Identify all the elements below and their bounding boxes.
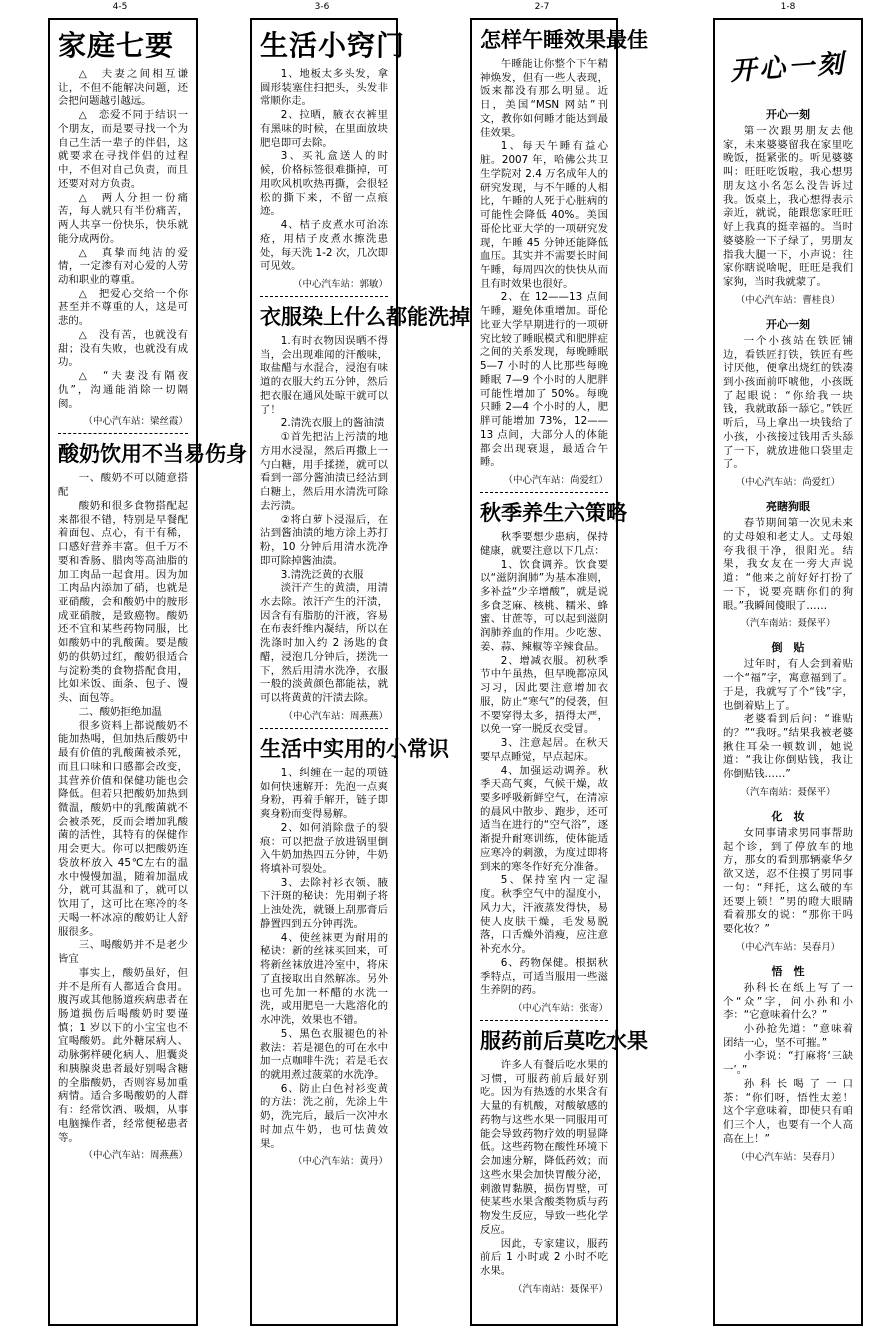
- paragraph: 三、喝酸奶并不是老少皆宜: [58, 939, 188, 966]
- article-title: 服药前后莫吃水果: [480, 1028, 648, 1053]
- joke-title: 悟 性: [771, 964, 805, 978]
- page-label: 3-6: [314, 2, 330, 12]
- article-title: 家庭七要: [58, 29, 175, 62]
- divider: [260, 728, 388, 729]
- article-body: [480, 531, 608, 998]
- paragraph: 孙科长在纸上写了一个“众”字，问小孙和小李：“它意味着什么？”: [723, 981, 853, 1022]
- humor-logo: [723, 34, 853, 96]
- paragraph: 一、酸奶不可以随意搭配: [58, 472, 188, 499]
- article-body: [260, 767, 388, 1152]
- paragraph: △ 夫妻之间相互谦让，不但不能解决问题，还会把问题越引越远。: [58, 68, 188, 108]
- article-source: （中心汽车站：尚爱红）: [503, 475, 608, 487]
- paragraph: 小孙抢先道：“意味着团结一心，坚不可摧。”: [723, 1022, 853, 1049]
- divider: [480, 1020, 608, 1021]
- joke-title: 化 妆: [771, 809, 805, 823]
- article-source: （中心汽车站：梁丝霞）: [83, 416, 188, 428]
- paragraph: 很多资料上都说酸奶不能加热喝，但加热后酸奶中最有价值的乳酸菌被杀死，而且口味和口感都会改变，其营养价值和保健功能也会降低。但若只把酸奶加热到微温，酸奶中的乳酸菌就不会被杀死，反而会增加乳酸菌的活性，其特有的保健作用会更大。你可以把酸奶连袋放杯放入 45℃左右的温水中慢慢加温，随着加温成分，就可其温和了，就可以饮用了，这可比在寒冷的冬天喝一杯冰凉的酸奶让人舒服很多。: [58, 719, 188, 938]
- joke-source: （中心汽车站：曹桂良）: [735, 294, 841, 306]
- paragraph: 老婆看到后问：“谁贴的？”“我呀。”结果我被老婆揪住耳朵一顿数训，她说道：“我让你倒贴钱，我让你倒贴钱……”: [723, 713, 853, 781]
- paragraph: ①首先把沾上污渍的地方用水浸湿，然后再撒上一勺白糖，用手揉搓，就可以看到一部分酱油渍已经沾到白糖上，然后用水清洗可除去污渍。: [260, 431, 388, 512]
- article-title: 秋季养生六策略: [480, 500, 627, 526]
- joke-source: （中心汽车站：尚爱红）: [735, 477, 841, 489]
- paragraph: 2、拉晒，腋衣衣裤里有黑味的时候，在里面放块肥皂即可去除。: [260, 109, 388, 149]
- joke-source: （中心汽车站：吴春月）: [735, 1151, 841, 1163]
- article-title: 衣服染上什么都能洗掉: [260, 304, 470, 330]
- paragraph: 6、防止白色衬衫变黄的方法：洗之前，先涂上牛奶，洗完后，最后一次冲水时加点牛奶，也可怯黄效果。: [260, 1082, 388, 1150]
- paragraph: 1、地板太多头发，拿圆形装塞住扫把头，头发非常顺你走。: [260, 68, 388, 108]
- divider: [480, 492, 608, 493]
- paragraph: 酸奶和很多食物搭配起来都很不错，特别是早餐配着面包、点心，有干有稀，口感好营养丰富。但千万不要和香肠、腊肉等高油脂的加工肉品一起食用。因为加工肉品内添加了硝，也就是亚硝酸，会和酸奶中的胺形成亚硝胺，是致癌物。酸奶还不宜和某些药物同服，比如酸奶中的乳酸菌。要是酸奶的供奶过红，酸奶很适合与淀粉类的食物搭配食用，比如米饭、面条、包子、馒头、面包等。: [58, 499, 188, 705]
- article-title: 生活小窍门: [260, 29, 406, 62]
- paragraph: 1.有时衣物因误晒不得当，会出现难闻的汗酸味，取盐醋与水混合，浸泡有味道的衣服大约五分钟，然后把衣服在通风处晾干就可以了！: [260, 335, 388, 416]
- paragraph: 二、酸奶拒绝加温: [78, 705, 162, 718]
- page-label: 2-7: [534, 2, 550, 12]
- article-source: （中心汽车站：张寄）: [512, 1003, 608, 1014]
- paragraph: 一个小孩站在铁匠铺边，看铁匠打铁，铁匠有些讨厌他，便拿出烧红的铁凑到小孩面前吓唬他，小孩既了起眼说：“你给我一块钱，我就敢舔一舔它。”铁匠听后，马上拿出一块钱给了小孩，小孩接过钱用舌头舔了一下，就放进他口袋里走了。: [723, 334, 853, 471]
- paragraph: △ 恋爱不同于结识一个朋友，而是要寻找一个为自己生活一辈子的伴侣，这就要求在寻找伴侣的过程中，不但对自己负责，而且还要对对方负责。: [58, 109, 188, 190]
- paragraph: 过年时，有人会到着贴一个“福”字，寓意福到了。于是，我就写了个“钱”字，也倒着贴上了。: [723, 658, 853, 712]
- joke-body: [723, 125, 853, 290]
- article-source: （汽车南站：聂保平）: [512, 1283, 608, 1295]
- joke-title: 开心一刻: [766, 108, 810, 121]
- paragraph: △ 真挚而纯洁的爱情，一定渗有对心爱的人劳动和职业的尊重。: [58, 246, 188, 287]
- paragraph: △ “夫妻没有隔夜仇”，沟通能消除一切隔阂。: [58, 370, 188, 410]
- paragraph: 女同事请求男同事帮助起个诊，到了停放车的地方，那女的看到那辆豪华夕欲又送，忍不住摸了男同事一句：“拜托，这么破的车还要上锁！”男的瞪大眼睛看着那女的说：“那你干吗要化妆？”: [723, 826, 853, 936]
- paragraph: 1、饮食调养。饮食要以“滋阴润肺”为基本准则，多补益“少辛增酸”，就是说多食芝麻、核桃、糯米、蜂蜜、甘蔗等，可以起到滋阴润肺养血的作用。少吃葱、姜、蒜、辣椒等辛辣食品。: [480, 558, 608, 653]
- paragraph: 3、去除衬衫衣领、腋下汗斑的秘诀：先用剃子将上浊处洗，就镊上刮那膏后静置四到五分钟再洗。: [260, 876, 388, 930]
- paragraph: 事实上，酸奶虽好，但并不是所有人都适合食用。腹泻或其他肠道疾病患者在肠道损伤后喝酸奶时要谨慎；1 岁以下的小宝宝也不宜喝酸奶。此外糖尿病人、动脉粥样硬化病人、胆囊炎和胰腺炎患者最好别喝含糖的全脂酸奶，否则容易加重病情。适合多喝酸奶的人群有：经常饮酒、吸烟，从事电脑操作者，经常便秘患者等。: [58, 966, 188, 1144]
- column-4: [713, 18, 863, 1326]
- joke-title: 倒 贴: [771, 641, 805, 655]
- joke-source: （汽车南站：聂保平）: [740, 618, 836, 630]
- article-body: [58, 68, 188, 411]
- joke-title: 开心一刻: [766, 317, 810, 331]
- article-body: [480, 1059, 608, 1279]
- page-label: 1-8: [780, 2, 796, 12]
- article-source: （中心汽车站：郭敏）: [292, 279, 388, 291]
- paragraph: 5、黑色衣服褪色的补救法：若是褪色的可在水中加一点咖啡牛洗；若是毛衣的就用煮过菠菜的水洗净。: [260, 1027, 388, 1081]
- column-3: [470, 18, 648, 1326]
- paragraph: 4、桔子皮煮水可治冻疮，用桔子皮煮水擦洗患处，每天洗 1-2 次，几次即可见效。: [260, 219, 388, 273]
- paragraph: 1、纠缠在一起的项链如何快速解开：先泡一点爽身粉，再着手解开，链子即爽身粉而变得易解。: [260, 766, 388, 821]
- paragraph: 秋季要想少患病，保持健康，就要注意以下几点：: [480, 531, 608, 557]
- paragraph: 午睡能让你整个下午精神焕发，但有一些人表现，饭来都没有那么明显。近日，美国“MSN 网站”刊文，教你如何睡才能达到最佳效果。: [480, 58, 608, 139]
- joke-body: [723, 335, 853, 472]
- joke-source: （中心汽车站：吴春月）: [735, 941, 841, 953]
- article-body: [58, 472, 188, 1145]
- article-source: （中心汽车站：黄丹）: [292, 1156, 388, 1168]
- joke-body: [723, 827, 853, 937]
- article-source: （中心汽车站：周燕燕）: [83, 1150, 188, 1162]
- article-title: 酸奶饮用不当易伤身: [58, 441, 247, 467]
- article-body: [260, 68, 388, 274]
- column-1: [48, 18, 247, 1326]
- joke-body: [723, 658, 853, 782]
- paragraph: 4、使丝袜更为耐用的秘诀：新的丝袜买回来，可将新丝袜放进冷室中，将床了直接取出自然解冻。另外也可先加一杯醋的水洗一洗，或用肥皂一大匙溶化的水冲洗，效果也不错。: [260, 931, 388, 1027]
- paragraph: 因此，专家建议，服药前后 1 小时或 2 小时不吃水果。: [480, 1237, 608, 1278]
- paragraph: 2、如何消除盘子的裂痕：可以把盘子放进锅里倒入牛奶加热四五分钟，牛奶将填补可裂处。: [260, 821, 388, 875]
- article-title: 生活中实用的小常识: [260, 735, 449, 761]
- page-label: 4-5: [112, 2, 128, 12]
- paragraph: 3.清洗泛黄的衣服: [280, 568, 364, 581]
- paragraph: 许多人有餐后吃水果的习惯，可服药前后最好别吃。因为有热透的水果含有大量的有机酸，对酸敏感的药物与这些水果一同服用可能会导致药物疗效的明显降低。这些药物在酸性环境下会加速分解，降低药效；而这些水果会加快胃酸分泌，刺激胃黏膜，损伤胃壁，可使某些水果含酸类物质与药物发生反应，导致一些化学反应。: [480, 1059, 608, 1236]
- logo-text: 开心一刻: [729, 48, 848, 87]
- paragraph: 3、买礼盒送人的时候，价格标签很难撕掉，可用吹风机吹热再撕，会很轻松的撕下来，不留一点痕迹。: [260, 150, 388, 218]
- paragraph: 2、增减衣服。初秋季节中午虽热，但早晚都凉风习习，因此要注意增加衣服，防止“寒气”的侵袭，但不要穿得太多，捂得太严，以免一穿一脱反衣受冒。: [480, 654, 608, 736]
- joke-source: （汽车南站：聂保平）: [740, 786, 836, 798]
- article-title: 怎样午睡效果最佳: [480, 27, 648, 52]
- paragraph: 6、药物保健。根据秋季特点，可适当服用一些滋生养阴的药。: [480, 956, 608, 997]
- article-body: [260, 335, 388, 706]
- paragraph: 第一次跟男朋友去他家，未来婆婆留我在家里吃晚饭，挺紧张的。听见婆婆叫：旺旺吃饭啦，我心想男朋友这小名怎么没告诉过我。饭桌上，我心想得表示亲近，就说，能跟您家旺旺好上我真的挺幸福的。当时婆婆脸一下子绿了，男朋友指我大腿一下，小声说：往家你瞎说啥呢，旺旺是我们家狗，当时我就蒙了。: [723, 125, 853, 289]
- paragraph: 2、在 12——13 点间午睡，避免体重增加。哥伦比亚大学早期进行的一项研究比较了睡眠模式和肥胖症之间的关系发现，每晚睡眠 5—7 小时的人比那些每晚睡眠 7—9 个小时的人肥胖可能性增加了 50%。每晚只睡 2—4 个小时的人，肥胖可能增加 73%，12——13 点间，大部分人的体能都会出现衰退，最适合午睡。: [480, 291, 608, 469]
- paragraph: 2.清洗衣服上的酱油渍: [280, 417, 385, 430]
- paragraph: △ 把爱心交给一个你甚至并不尊重的人，这是可悲的。: [58, 287, 188, 328]
- article-source: （中心汽车站：周燕燕）: [283, 710, 388, 722]
- humor-list: [723, 106, 853, 1163]
- column-2: [250, 18, 470, 1326]
- paragraph: 孙科长喝了一口茶：“你们呀，悟性太差！这个字意味着，即使只有咱们三个人，也要有一个人高高在上！”: [723, 1077, 853, 1145]
- paragraph: 小李说：“打麻将‘三缺一’。”: [723, 1050, 853, 1077]
- joke-title: 亮瞎狗眼: [766, 500, 810, 514]
- joke-body: [723, 517, 853, 613]
- paragraph: 4、加强运动调养。秋季天高气爽，气候干燥，故要多呼吸新鲜空气，在清凉的晨风中散步、跑步，还可适当在进行的“空气浴”，逐渐提升耐寒训练，使体能适应寒冷的刺激，为度过即将到来的寒冬作好充分准备。: [480, 764, 608, 873]
- paragraph: △ 两人分担一份痛苦，每人就只有半份痛苦，两人共享一份快乐，快乐就能分成两份。: [58, 191, 188, 245]
- paragraph: △ 没有苦，也就没有甜；没有失败，也就没有成功。: [58, 328, 188, 369]
- divider: [58, 433, 188, 434]
- paragraph: 3、注意起居。在秋天要早点睡觉，早点起床。: [480, 737, 608, 763]
- article-body: [480, 58, 608, 470]
- paragraph: ②将白萝卜浸湿后，在沾到酱油渍的地方涂上苏打粉，10 分钟后用清水洗净即可除掉酱油渍。: [260, 513, 388, 567]
- divider: [260, 296, 388, 297]
- paragraph: 淡汗产生的黄渍，用清水去除。浓汗产生的汗渍，因含有有脂肪的汗液，容易在布表纤维内凝结，所以在洗涤时加入约 2 汤匙的食醋，浸泡几分钟后，搓洗一下，然后用清水洗净，衣服一般的淡黄颜色都能祛，就可以将黄黄的汗渍去除。: [260, 582, 388, 705]
- paragraph: 春节期间第一次见未来的丈母娘和老丈人。丈母娘夸我很干净，很阳光。结果，我女友在一旁大声说道：“他来之前好好打扮了一下，说要亮瞎你们的狗眼。”我瞬间傻眼了……: [723, 517, 853, 612]
- paragraph: 5、保持室内一定湿度。秋季空气中的湿度小，风力大，汗液蒸发得快，易使人皮肤干燥，毛发易脱落，口舌燥外消瘦，应注意补充水分。: [480, 874, 608, 956]
- paragraph: 1、每天午睡有益心脏。2007 年，哈佛公共卫生学院对 2.4 万名成年人的研究发现，与不午睡的人相比，午睡的人死于心脏病的可能性会降低 40%。美国哥伦比亚大学的一项研究发现，午睡 45 分钟还能降低血压。其实并不需要长时间午睡，每周四次的快快从而且有时效果也很好。: [480, 140, 608, 290]
- joke-body: [723, 982, 853, 1147]
